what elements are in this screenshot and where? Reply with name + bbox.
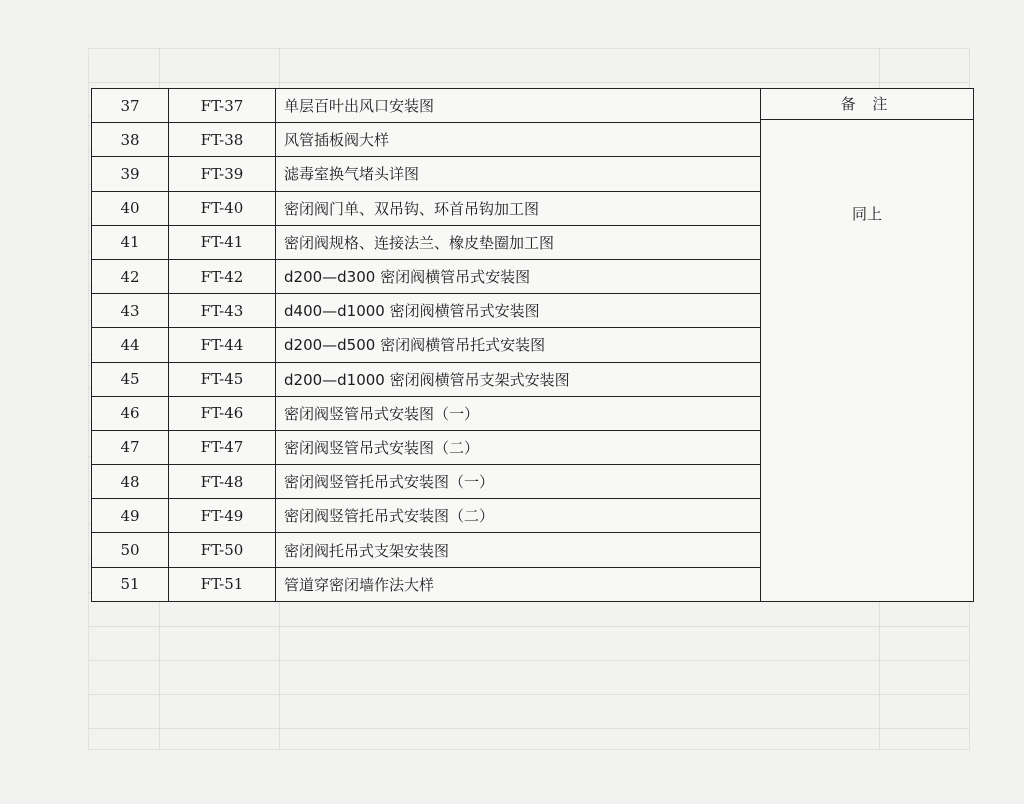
table-row [92,89,974,123]
drawing-title: 密闭阀托吊式支架安装图 [276,533,761,567]
drawing-code: FT-43 [169,294,276,328]
drawing-code: FT-44 [169,328,276,362]
drawing-code: FT-51 [169,567,276,601]
row-number: 45 [92,362,169,396]
drawing-code: FT-47 [169,430,276,464]
drawing-code: FT-41 [169,225,276,259]
row-number: 47 [92,430,169,464]
row-number: 44 [92,328,169,362]
table-body [92,89,974,602]
drawing-code: FT-40 [169,191,276,225]
drawing-code: FT-49 [169,499,276,533]
drawing-code: FT-46 [169,396,276,430]
drawing-code: FT-45 [169,362,276,396]
row-number: 49 [92,499,169,533]
drawing-title: 密闭阀竖管吊式安装图（一） [276,396,761,430]
drawing-title: d400—d1000 密闭阀横管吊式安装图 [276,294,761,328]
remarks-column [761,89,974,602]
drawing-code: FT-42 [169,259,276,293]
drawing-title: 密闭阀规格、连接法兰、橡皮垫圈加工图 [276,225,761,259]
remarks-value: 同上 [851,205,882,223]
drawing-title: 管道穿密闭墙作法大样 [276,567,761,601]
drawing-title: d200—d500 密闭阀横管吊托式安装图 [276,328,761,362]
remarks-header: 备 注 [840,95,894,113]
drawing-code: FT-37 [169,89,276,123]
drawing-title: 密闭阀竖管托吊式安装图（二） [276,499,761,533]
drawing-code: FT-38 [169,123,276,157]
drawing-title: d200—d1000 密闭阀横管吊支架式安装图 [276,362,761,396]
drawing-index-table [91,88,974,602]
drawing-code: FT-48 [169,465,276,499]
drawing-title: 风管插板阀大样 [276,123,761,157]
row-number: 37 [92,89,169,123]
row-number: 41 [92,225,169,259]
drawing-title: 滤毒室换气堵头详图 [276,157,761,191]
row-number: 39 [92,157,169,191]
drawing-title: 单层百叶出风口安装图 [276,89,761,123]
row-number: 38 [92,123,169,157]
row-number: 43 [92,294,169,328]
row-number: 51 [92,567,169,601]
row-number: 46 [92,396,169,430]
row-number: 48 [92,465,169,499]
drawing-title: 密闭阀门单、双吊钩、环首吊钩加工图 [276,191,761,225]
drawing-code: FT-50 [169,533,276,567]
row-number: 50 [92,533,169,567]
drawing-title: d200—d300 密闭阀横管吊式安装图 [276,259,761,293]
row-number: 42 [92,259,169,293]
drawing-title: 密闭阀竖管吊式安装图（二） [276,430,761,464]
drawing-title: 密闭阀竖管托吊式安装图（一） [276,465,761,499]
row-number: 40 [92,191,169,225]
remarks-header-divider [761,119,974,120]
drawing-code: FT-39 [169,157,276,191]
